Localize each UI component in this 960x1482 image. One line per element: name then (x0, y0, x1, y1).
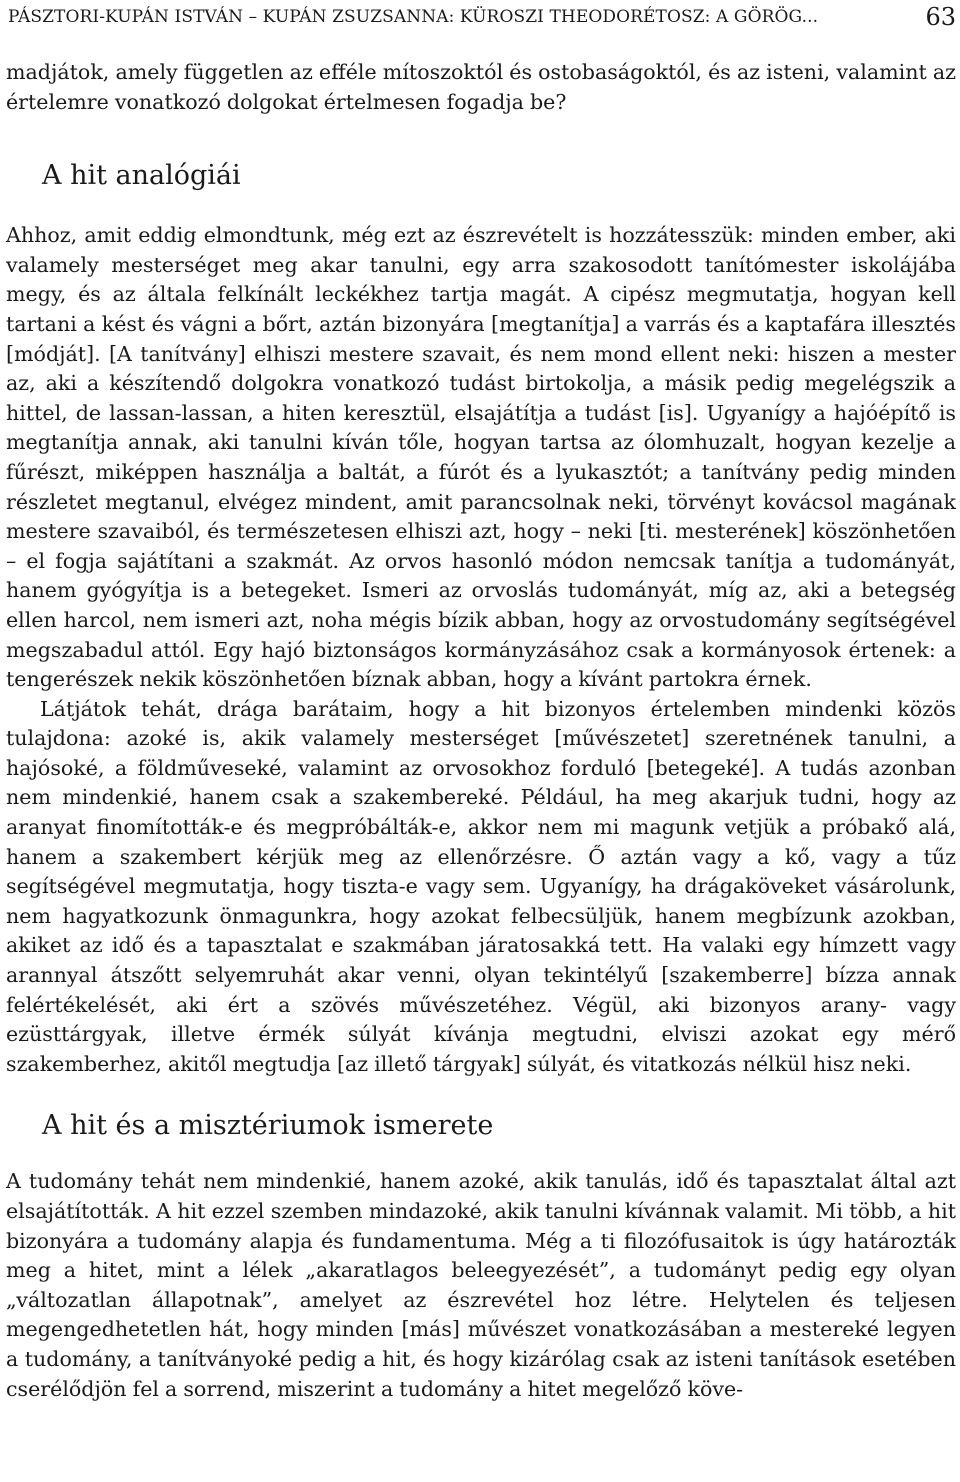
section2-paragraph-1: A tudomány tehát nem mindenkié, hanem azoké, akik tanulás, idő és tapasztalat által azt elsajátították. A hit ezzel szemben mindazoké, akik tanulni kívánnak valamit. Mi több, a hit bizonyára a tudomány alapja és fundamentuma. Még a ti filozófusaitok is úgy határozták meg a hitet, mint a lélek „akaratlagos beleegyezését”, a tudományt pedig egy olyan „változatlan állapotnak”, amelyet az észrevétel hoz létre. Helytelen és teljesen megengedhetetlen hát, hogy minden [más] művészet vonatkozásában a mestereké legyen a tudomány, a tanítványoké pedig a hit, és hogy kizárólag csak az isteni tanítások esetében cserélődjön fel a sorrend, miszerint a tudomány a hitet megelőző köve- (6, 1169, 956, 1401)
intro-paragraph: madjátok, amely független az efféle mítoszoktól és ostobaságoktól, és az isteni, valamint az értelemre vonatkozó dolgokat értelmesen fogadja be? (6, 60, 956, 114)
page-number: 63 (925, 3, 956, 31)
section-heading-analogies: A hit analógiái (42, 160, 241, 192)
running-header (8, 5, 958, 31)
page-body (6, 58, 956, 1404)
section1-paragraph-2: Látjátok tehát, drága barátaim, hogy a hit bizonyos értelemben mindenki közös tulajdona: azoké is, akik valamely mesterséget [művészetet] szeretnének tanulni, a hajósoké, a földműveseké, valamint az orvosokhoz forduló [betegeké]. A tudás azonban nem mindenkié, hanem csak a szakembereké. Például, ha meg akarjuk tudni, hogy az aranyat finomították-e és megpróbálták-e, akkor nem mi magunk vetjük a próbakő alá, hanem a szakembert kérjük meg az ellenőrzésre. Ő aztán vagy a kő, vagy a tűz segítségével megmutatja, hogy tiszta-e vagy sem. Ugyanígy, ha drágaköveket vásárolunk, nem hagyatkozunk önmagunkra, hogy azokat felbecsüljük, hanem megbízunk azokban, akiket az idő és a tapasztalat e szakmában járatosakká tett. Ha valaki egy hímzett vagy arannyal átszőtt selyemruhát akar venni, olyan tekintélyű [szakemberre] bízza annak felértékelését, aki ért a szövés művészetéhez. Végül, aki bizonyos arany- vagy ezüsttárgyak, illetve érmék súlyát kívánja megtudni, elviszi azokat egy mérő szakemberhez, akitől megtudja [az illető tárgyak] súlyát, és vitatkozás nélkül hisz neki. (6, 696, 956, 1076)
section-heading-mysteries: A hit és a misztériumok ismerete (42, 1110, 494, 1142)
running-title: PÁSZTORI-KUPÁN ISTVÁN – KUPÁN ZSUZSANNA: KÜROSZI THEODORÉTOSZ: A GÖRÖG... (8, 7, 819, 27)
section1-paragraph-1: Ahhoz, amit eddig elmondtunk, még ezt az észrevételt is hozzátesszük: minden ember, aki valamely mesterséget meg akar tanulni, egy arra szakosodott tanítómester iskolájába megy, és az általa felkínált leckékhez tartja magát. A cipész megmutatja, hogyan kell tartani a kést és vágni a bőrt, aztán bizonyára [megtanítja] a varrás és a kaptafára illesztés [módját]. [A tanítvány] elhiszi mestere szavait, és nem mond ellent neki: hiszen a mester az, aki a készítendő dolgokra vonatkozó tudást birtokolja, a másik pedig megelégszik a hittel, de lassan-lassan, a hiten keresztül, elsajátítja a tudást [is]. Ugyanígy a hajóépítő is megtanítja annak, aki tanulni kíván tőle, hogyan tartsa az ólomhuzalt, hogyan kezelje a fűrészt, miképpen használja a baltát, a fúrót és a lyukasztót; a tanítvány pedig minden részletet megtanul, elvégez mindent, amit parancsolnak neki, törvényt kovácsol magának mestere szavaiból, és természetesen elhiszi azt, hogy – neki [ti. mesterének] köszönhetően – el fogja sajátítani a szakmát. Az orvos hasonló módon nemcsak tanítja a tudományát, hanem gyógyítja is a betegeket. Ismeri az orvoslás tudományát, míg az, aki a betegség ellen harcol, nem ismeri azt, noha mégis bízik abban, hogy az orvostudomány segítségével megszabadul attól. Egy hajó biztonságos kormányzásához csak a kormányosok értenek: a tengerészek nekik köszönhetően bíznak abban, hogy a kívánt partokra érnek. (6, 223, 956, 692)
